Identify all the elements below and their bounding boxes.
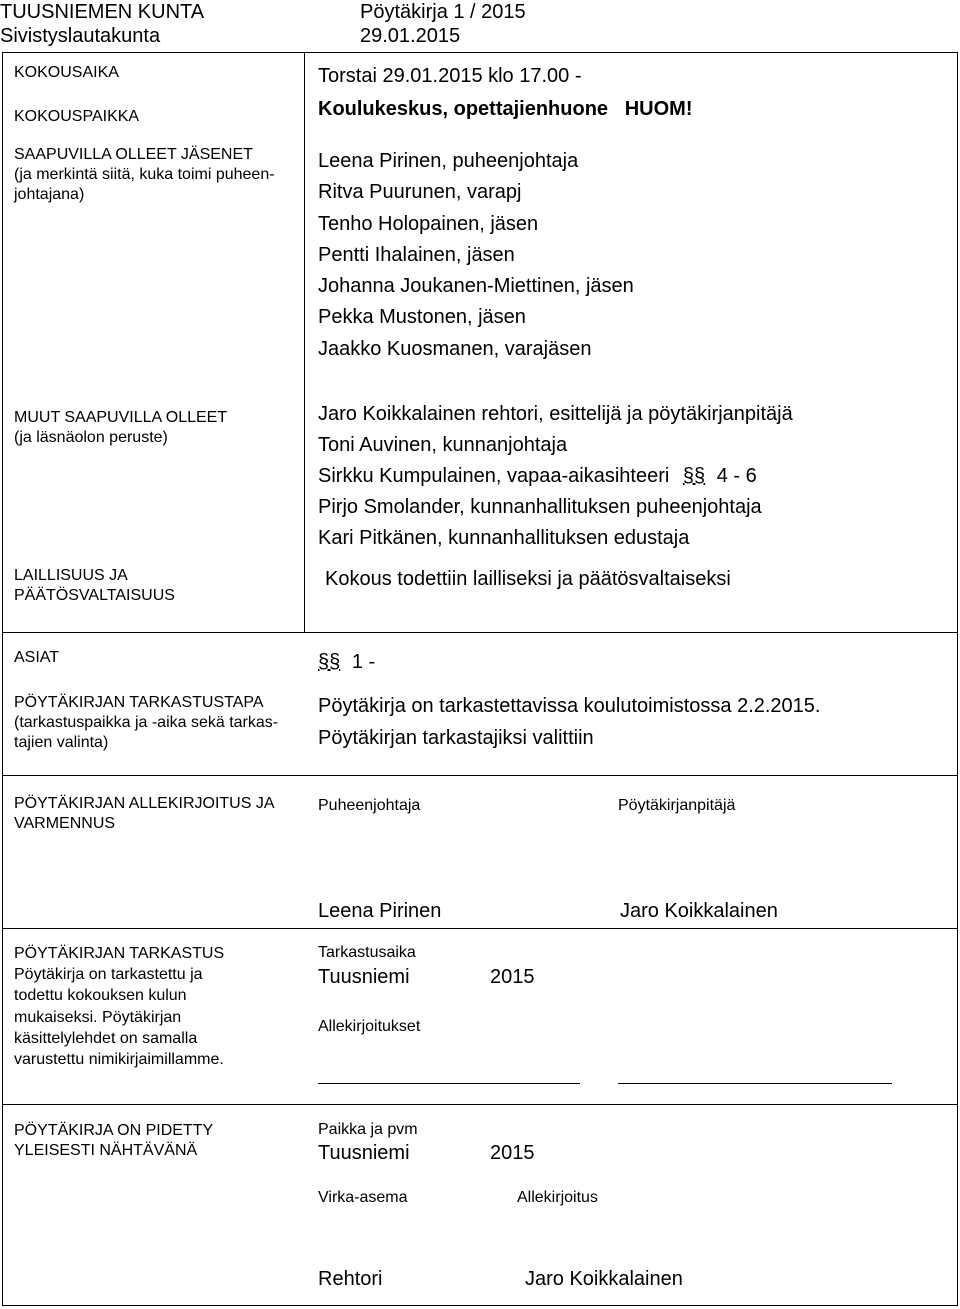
document-number: Pöytäkirja 1 / 2015 [360, 1, 526, 23]
org-name: TUUSNIEMEN KUNTA [0, 1, 205, 23]
other-item: Toni Auvinen, kunnanjohtaja [318, 434, 568, 456]
meeting-place-label: KOKOUSPAIKKA [14, 108, 140, 125]
display-year: 2015 [490, 1142, 535, 1164]
section-sign-icon: §§ [682, 465, 706, 487]
display-place: Tuusniemi [318, 1142, 410, 1164]
signer-name: Jaro Koikkalainen [525, 1268, 683, 1290]
meeting-time-value: Torstai 29.01.2015 klo 17.00 - [318, 65, 582, 87]
legality-value: Kokous todettiin lailliseksi ja päätösvaltaiseksi [325, 568, 731, 590]
others-present-label: MUUT SAAPUVILLA OLLEET (ja läsnäolon peruste) [14, 409, 228, 446]
other-item: Jaro Koikkalainen rehtori, esittelijä ja pöytäkirjanpitäjä [318, 403, 793, 425]
secretary-role-label: Pöytäkirjanpitäjä [618, 797, 736, 814]
section-range: 4 - 6 [716, 465, 757, 487]
signature-line[interactable] [318, 1083, 580, 1084]
meeting-place-value: Koulukeskus, opettajienhuone HUOM! [318, 98, 693, 120]
chair-role-label: Puheenjohtaja [318, 797, 421, 814]
member-item: Leena Pirinen, puheenjohtaja [318, 150, 579, 172]
others-present-list [318, 399, 793, 554]
legality-label: LAILLISUUS JA PÄÄTÖSVALTAISUUS [14, 567, 175, 604]
other-item: Pirjo Smolander, kunnanhallituksen puheenjohtaja [318, 496, 762, 518]
review-method-label: PÖYTÄKIRJAN TARKASTUSTAPA (tarkastuspaikka ja -aika sekä tarkas- tajien valinta) [14, 694, 279, 751]
section-sign-icon: §§ [318, 651, 341, 673]
member-item: Ritva Puurunen, varapj [318, 181, 522, 204]
review-method-line2: Pöytäkirjan tarkastajiksi valittiin [318, 727, 594, 749]
row-divider [2, 1104, 958, 1105]
header-date: 29.01.2015 [360, 25, 461, 47]
row-divider [2, 928, 958, 929]
signature-label: PÖYTÄKIRJAN ALLEKIRJOITUS JA VARMENNUS [14, 795, 275, 832]
table-bottom-border [2, 1305, 958, 1306]
row-divider [2, 775, 958, 776]
position-label: Virka-asema [318, 1189, 408, 1206]
table-left-border [2, 52, 3, 1306]
items-value-row [318, 650, 375, 674]
review-label: PÖYTÄKIRJAN TARKASTUS Pöytäkirja on tarkastettu ja todettu kokouksen kulun mukaiseksi. Pöytäkirjan käsittelylehdet on samalla varustettu nimikirjaimillamme. [14, 945, 225, 1069]
member-item: Jaakko Kuosmanen, varajäsen [318, 337, 592, 360]
secretary-name: Jaro Koikkalainen [620, 900, 778, 922]
review-year: 2015 [490, 966, 535, 988]
column-divider [304, 52, 305, 632]
committee-name: Sivistyslautakunta [0, 25, 161, 47]
place-date-label: Paikka ja pvm [318, 1121, 418, 1138]
member-item: Pekka Mustonen, jäsen [318, 306, 526, 329]
member-item: Pentti Ihalainen, jäsen [318, 243, 515, 266]
other-item: Kari Pitkänen, kunnanhallituksen edustaja [318, 527, 690, 549]
review-place: Tuusniemi [318, 966, 410, 988]
signature-field-label: Allekirjoitus [517, 1189, 598, 1206]
table-top-border [2, 52, 958, 53]
meeting-time-label: KOKOUSAIKA [14, 64, 119, 81]
chair-name: Leena Pirinen [318, 900, 442, 922]
signature-line[interactable] [618, 1083, 892, 1084]
other-item-text: Sirkku Kumpulainen, vapaa-aikasihteeri [318, 465, 670, 487]
other-item [318, 461, 793, 492]
items-label: ASIAT [14, 649, 60, 666]
member-item: Johanna Joukanen-Miettinen, jäsen [318, 275, 634, 298]
table-right-border [957, 52, 958, 1306]
row-divider [2, 632, 958, 633]
signatures-label: Allekirjoitukset [318, 1018, 421, 1035]
position-value: Rehtori [318, 1268, 383, 1290]
review-time-label: Tarkastusaika [318, 944, 416, 961]
members-label: SAAPUVILLA OLLEET JÄSENET (ja merkintä siitä, kuka toimi puheen- johtajana) [14, 146, 275, 203]
items-value: 1 - [351, 651, 376, 673]
member-item: Tenho Holopainen, jäsen [318, 212, 539, 235]
public-display-label: PÖYTÄKIRJA ON PIDETTY YLEISESTI NÄHTÄVÄNÄ [14, 1122, 214, 1159]
members-list [318, 146, 634, 365]
review-method-line1: Pöytäkirja on tarkastettavissa koulutoimistossa 2.2.2015. [318, 695, 821, 717]
